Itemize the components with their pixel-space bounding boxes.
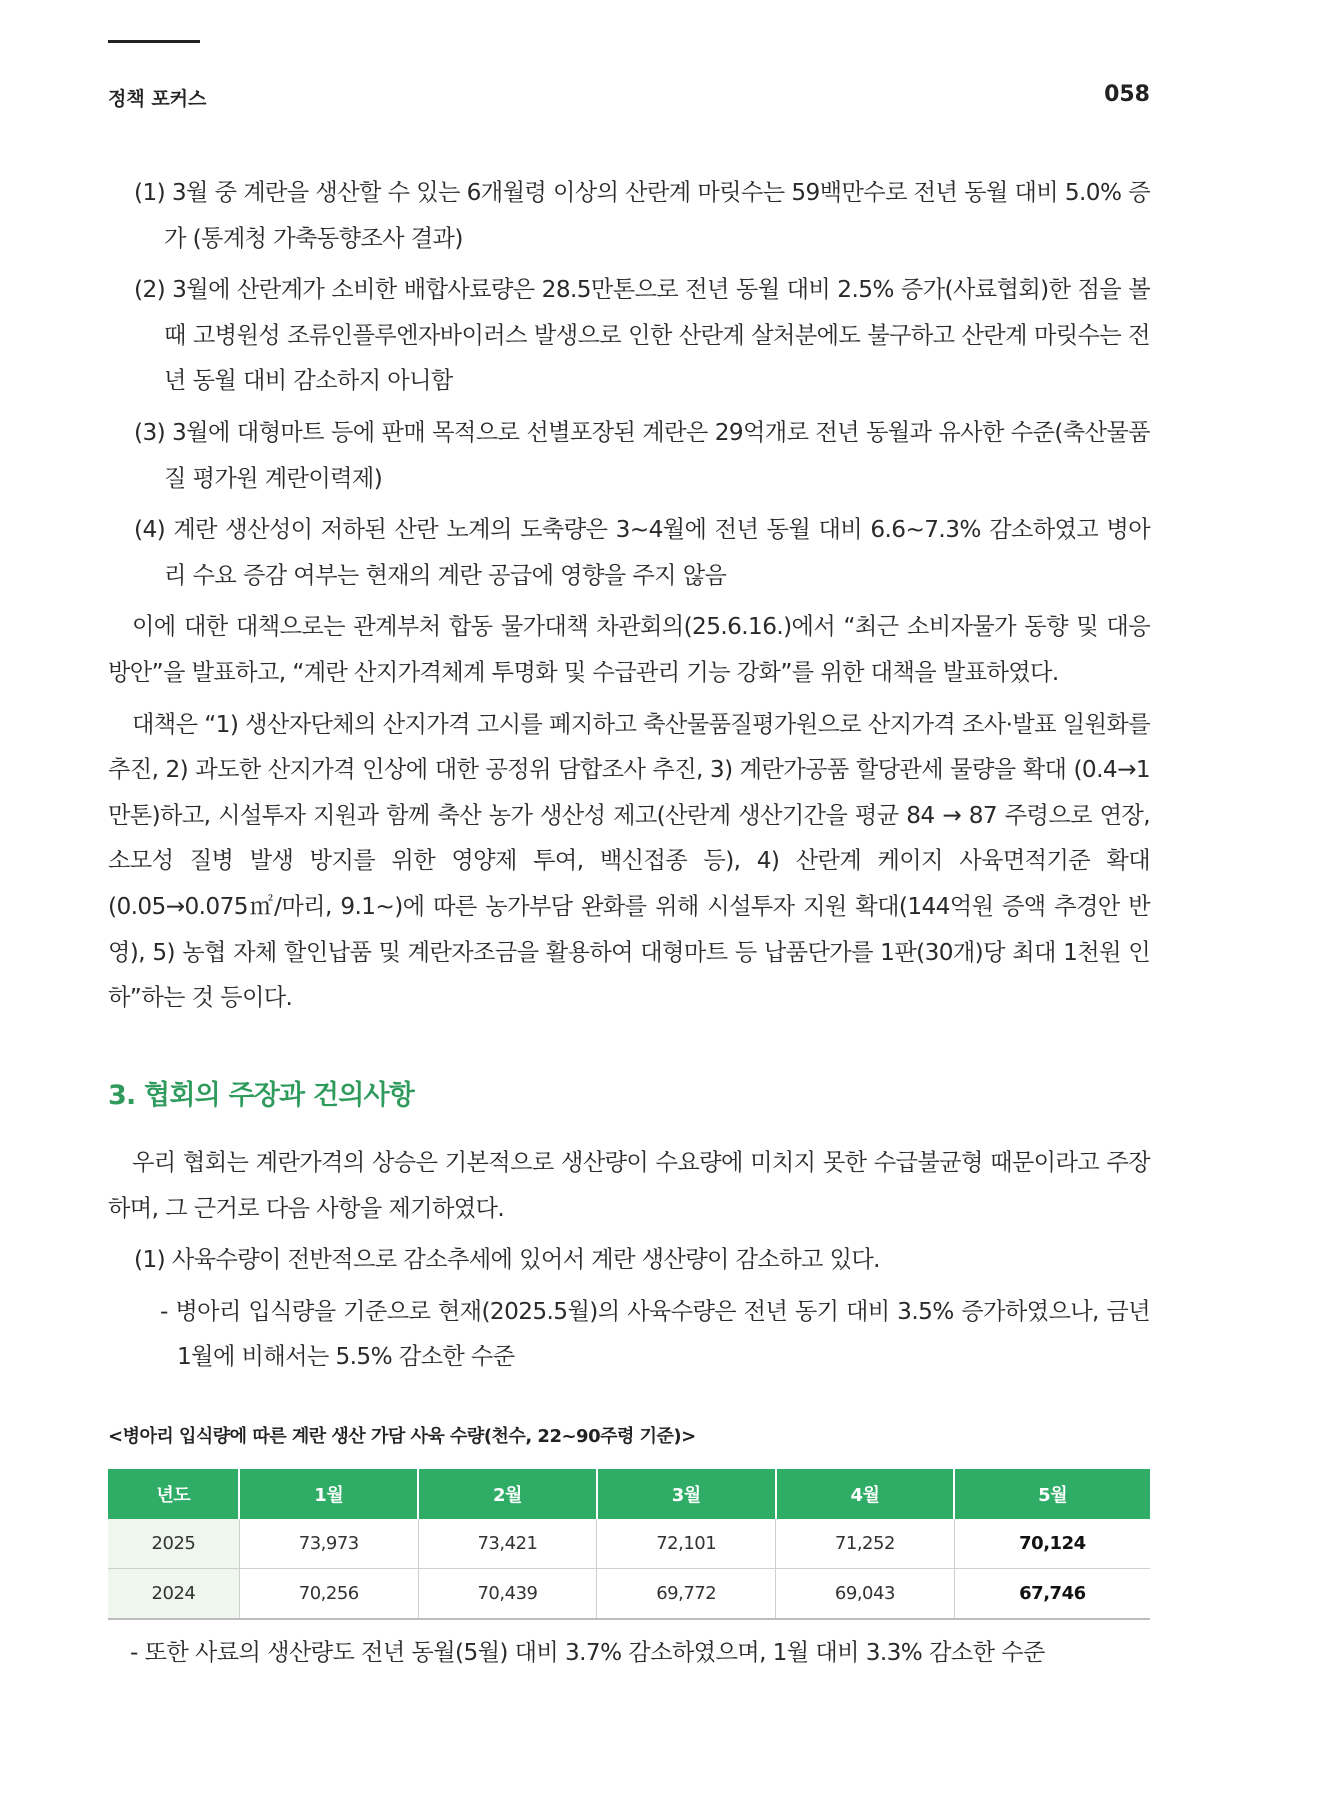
column-header: 2월 xyxy=(418,1469,597,1519)
table-cell-year: 2025 xyxy=(108,1519,239,1569)
paragraph: 우리 협회는 계란가격의 상승은 기본적으로 생산량이 수요량에 미치지 못한 수급불균형 때문이라고 주장하며, 그 근거로 다음 사항을 제기하였다. xyxy=(108,1149,1150,1222)
column-header: 1월 xyxy=(239,1469,418,1519)
table-cell: 70,439 xyxy=(418,1569,597,1620)
header-section-label: 정책 포커스 xyxy=(108,88,207,110)
dash-item: - 병아리 입식량을 기준으로 현재(2025.5월)의 사육수량은 전년 동기 대비 3.5% 증가하였으나, 금년 1월에 비해서는 5.5% 감소한 수준 xyxy=(160,1297,1150,1371)
column-header: 4월 xyxy=(776,1469,955,1519)
table-cell-year: 2024 xyxy=(108,1569,239,1620)
table-row xyxy=(108,1519,1150,1569)
page-number: 058 xyxy=(1104,82,1150,107)
table-cell: 71,252 xyxy=(776,1519,955,1569)
table-cell: 73,973 xyxy=(239,1519,418,1569)
column-header: 3월 xyxy=(597,1469,776,1519)
list-item: (1) 3월 중 계란을 생산할 수 있는 6개월령 이상의 산란계 마릿수는 59백만수로 전년 동월 대비 5.0% 증가 (통계청 가축동향조사 결과) xyxy=(134,179,1150,252)
data-table xyxy=(108,1469,1150,1620)
list-item: (4) 계란 생산성이 저하된 산란 노계의 도축량은 3~4월에 전년 동월 대비 6.6~7.3% 감소하였고 병아리 수요 증감 여부는 현재의 계란 공급에 영향을 주지 않음 xyxy=(134,516,1150,589)
table-cell: 70,124 xyxy=(954,1519,1150,1569)
footer-line: - 또한 사료의 생산량도 전년 동월(5월) 대비 3.7% 감소하였으며, 1월 대비 3.3% 감소한 수준 xyxy=(130,1639,1045,1666)
column-header: 년도 xyxy=(108,1469,239,1519)
body-text xyxy=(108,170,1150,1027)
paragraph: 이에 대한 대책으로는 관계부처 합동 물가대책 차관회의(25.6.16.)에서 “최근 소비자물가 동향 및 대응방안”을 발표하고, “계란 산지가격체계 투명화 및 수급관리 기능 강화”를 위한 대책을 발표하였다. xyxy=(108,613,1150,686)
table-cell: 69,043 xyxy=(776,1569,955,1620)
table-cell: 72,101 xyxy=(597,1519,776,1569)
list-item: (3) 3월에 대형마트 등에 판매 목적으로 선별포장된 계란은 29억개로 전년 동월과 유사한 수준(축산물품질 평가원 계란이력제) xyxy=(134,418,1150,492)
table-row xyxy=(108,1569,1150,1620)
list-item: (2) 3월에 산란계가 소비한 배합사료량은 28.5만톤으로 전년 동월 대비 2.5% 증가(사료협회)한 점을 볼 때 고병원성 조류인플루엔자바이러스 발생으로 인한 산란계 살처분에도 불구하고 산란계 마릿수는 전년 동월 대비 감소하지 아니함 xyxy=(134,276,1150,395)
table-cell: 67,746 xyxy=(954,1569,1150,1620)
table-cell: 69,772 xyxy=(597,1569,776,1620)
section-heading: 3. 협회의 주장과 건의사항 xyxy=(108,1080,415,1111)
column-header: 5월 xyxy=(954,1469,1150,1519)
paragraph: 대책은 “1) 생산자단체의 산지가격 고시를 폐지하고 축산물품질평가원으로 산지가격 조사·발표 일원화를 추진, 2) 과도한 산지가격 인상에 대한 공정위 담합조사 추진, 3) 계란가공품 할당관세 물량을 확대 (0.4→1만톤)하고, 시설투자 지원과 함께 축산 농가 생산성 제고(산란계 생산기간을 평균 84 → 87 주령으로 연장, 소모성 질병 발생 방지를 위한 영양제 투여, 백신접종 등), 4) 산란계 케이지 사육면적기준 확대 (0.05→0.075㎡/마리, 9.1~)에 따른 농가부담 완화를 위해 시설투자 지원 확대(144억원 증액 추경안 반영), 5) 농협 자체 할인납품 및 계란자조금을 활용하여 대형마트 등 납품단가를 1판(30개)당 최대 1천원 인하”하는 것 등이다. xyxy=(108,710,1150,1012)
list-item: (1) 사육수량이 전반적으로 감소추세에 있어서 계란 생산량이 감소하고 있다. xyxy=(134,1246,880,1274)
table-cell: 73,421 xyxy=(418,1519,597,1569)
table-header-row xyxy=(108,1469,1150,1519)
header-rule xyxy=(108,40,200,43)
table-caption: <병아리 입식량에 따른 계란 생산 가담 사육 수량(천수, 22~90주령 기준)> xyxy=(108,1426,696,1447)
section-body xyxy=(108,1140,1150,1386)
table-cell: 70,256 xyxy=(239,1569,418,1620)
